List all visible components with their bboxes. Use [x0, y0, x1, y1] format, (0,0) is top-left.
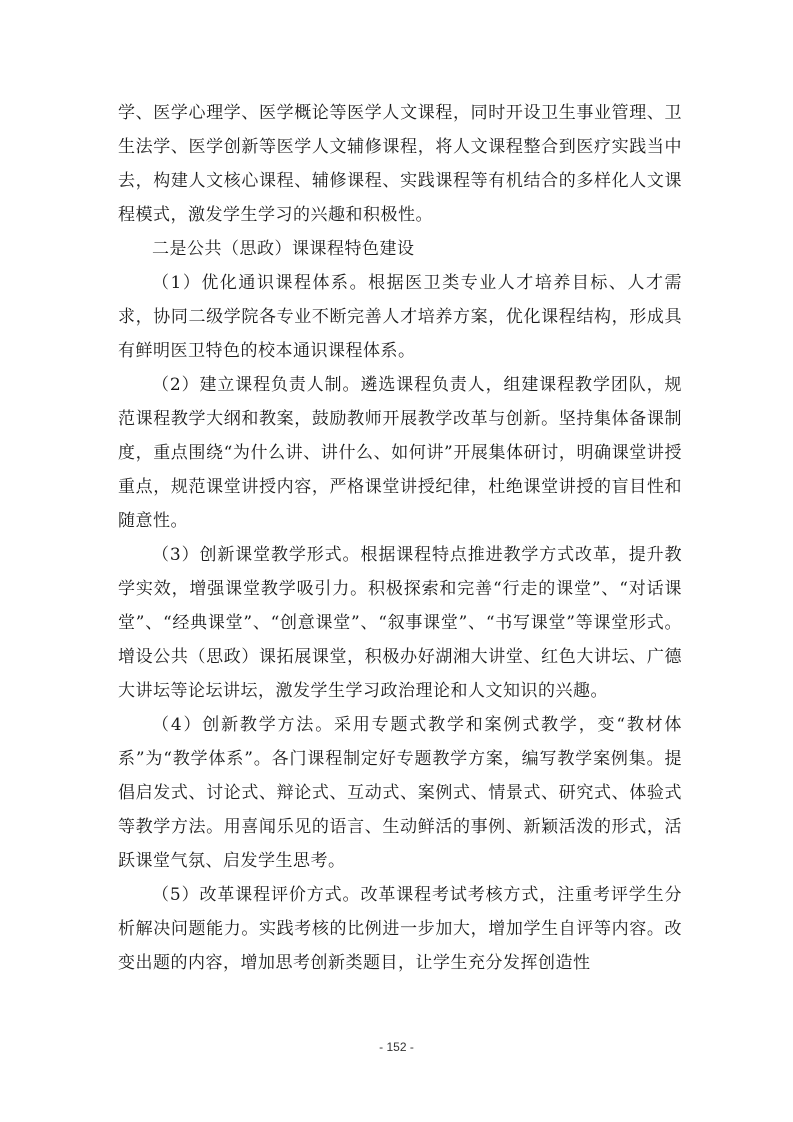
paragraph-item-4: （4）创新教学方法。采用专题式教学和案例式教学，变“教材体系”为“教学体系”。各门课程制定好专题教学方案，编写教学案例集。提倡启发式、讨论式、辩论式、互动式、案例式、情景式、研究式、体验式等教学方法。用喜闻乐见的语言、生动鲜活的事例、新颖活泼的形式，活跃课堂气氛、启发学生思考。 [118, 715, 682, 871]
page-number: - 152 - [379, 1040, 414, 1054]
paragraph-item-5: （5）改革课程评价方式。改革课程考试考核方式，注重考评学生分析解决问题能力。实践考核的比例进一步加大，增加学生自评等内容。改变出题的内容，增加思考创新类题目，让学生充分发挥创造性 [118, 885, 682, 973]
body-text [118, 96, 682, 980]
paragraph-continued: 学、医学心理学、医学概论等医学人文课程，同时开设卫生事业管理、卫生法学、医学创新等医学人文辅修课程，将人文课程整合到医疗实践当中去，构建人文核心课程、辅修课程、实践课程等有机结合的多样化人文课程模式，激发学生学习的兴趣和积极性。 [118, 103, 682, 225]
paragraph-item-1: （1）优化通识课程体系。根据医卫类专业人才培养目标、人才需求，协同二级学院各专业不断完善人才培养方案，优化课程结构，形成具有鲜明医卫特色的校本通识课程体系。 [118, 273, 682, 361]
section-heading: 二是公共（思政）课课程特色建设 [152, 239, 415, 259]
paragraph-item-3: （3）创新课堂教学形式。根据课程特点推进教学方式改革，提升教学实效，增强课堂教学吸引力。积极探索和完善“行走的课堂”、“对话课堂”、“经典课堂”、“创意课堂”、“叙事课堂”、“书写课堂”等课堂形式。增设公共（思政）课拓展课堂，积极办好湖湘大讲堂、红色大讲坛、广德大讲坛等论坛讲坛，激发学生学习政治理论和人文知识的兴趣。 [118, 545, 682, 701]
paragraph-item-2: （2）建立课程负责人制。遴选课程负责人，组建课程教学团队，规范课程教学大纲和教案，鼓励教师开展教学改革与创新。坚持集体备课制度，重点围绕“为什么讲、讲什么、如何讲”开展集体研讨，明确课堂讲授重点，规范课堂讲授内容，严格课堂讲授纪律，杜绝课堂讲授的盲目性和随意性。 [118, 375, 682, 531]
